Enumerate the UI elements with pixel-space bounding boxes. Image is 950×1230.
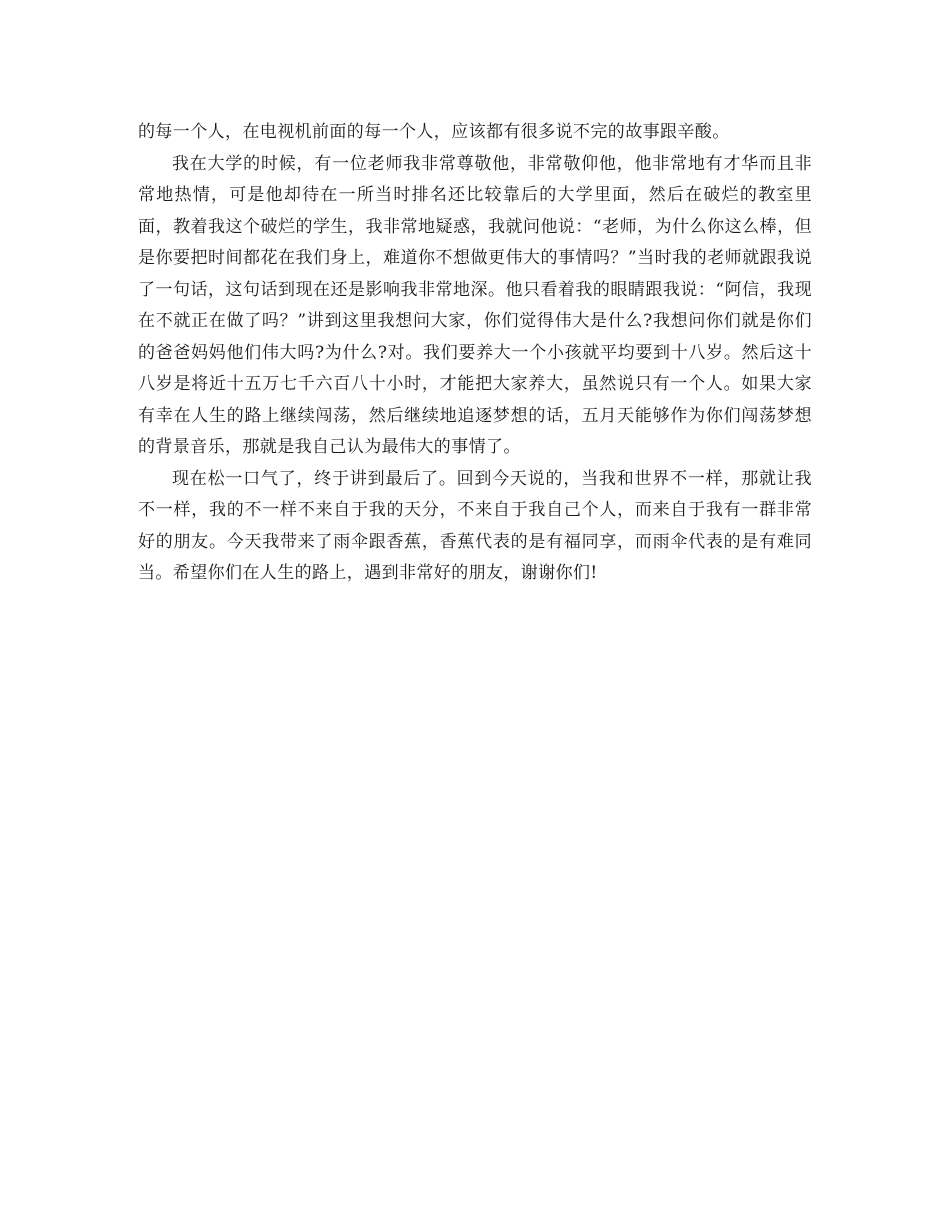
- paragraph-continuation: 的每一个人，在电视机前面的每一个人，应该都有很多说不完的故事跟辛酸。: [138, 122, 730, 142]
- paragraph-closing: 现在松一口气了，终于讲到最后了。回到今天说的，当我和世界不一样，那就让我不一样，我的不一样不来自于我的天分，不来自于我自己个人，而来自于我有一群非常好的朋友。今天我带来了雨伞跟香蕉，香蕉代表的是有福同享，而雨伞代表的是有难同当。希望你们在人生的路上，遇到非常好的朋友，谢谢你们!: [138, 468, 812, 583]
- paragraph-teacher-story: 我在大学的时候，有一位老师我非常尊敬他，非常敬仰他，他非常地有才华而且非常地热情，可是他却待在一所当时排名还比较靠后的大学里面，然后在破烂的教室里面，教着我这个破烂的学生，我非常地疑惑，我就问他说：“老师，为什么你这么棒，但是你要把时间都花在我们身上，难道你不想做更伟大的事情吗？”当时我的老师就跟我说了一句话，这句话到现在还是影响我非常地深。他只看着我的眼睛跟我说：“阿信，我现在不就正在做了吗？”讲到这里我想问大家，你们觉得伟大是什么?我想问你们就是你们的爸爸妈妈他们伟大吗?为什么?对。我们要养大一个小孩就平均要到十八岁。然后这十八岁是将近十五万七千六百八十小时，才能把大家养大，虽然说只有一个人。如果大家有幸在人生的路上继续闯荡，然后继续地追逐梦想的话，五月天能够作为你们闯荡梦想的背景音乐，那就是我自己认为最伟大的事情了。: [138, 153, 812, 457]
- document-body: [138, 117, 812, 590]
